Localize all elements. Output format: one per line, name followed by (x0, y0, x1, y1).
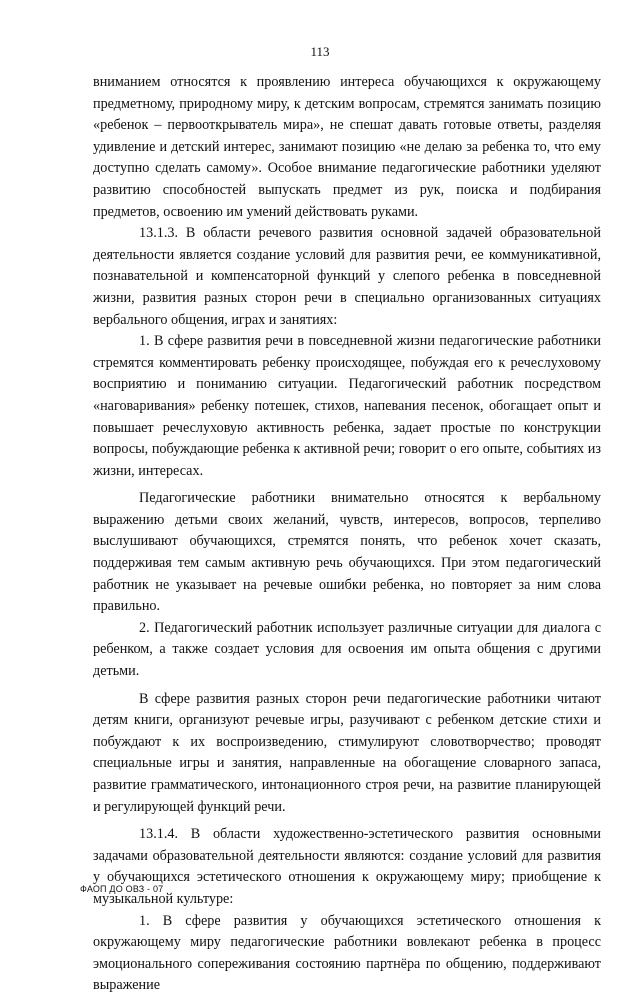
paragraph-section-13-1-3: 13.1.3. В области речевого развития основной задачей образовательной деятельности является создание условий для развития речи, ее коммуникативной, познавательной и компенсаторной функций у слепого ребенка в повседневной жизни, развития разных сторон речи в специально организованных ситуациях вербального общения, играх и занятиях: (93, 225, 601, 328)
paragraph-speech-aspects: В сфере развития разных сторон речи педагогические работники читают детям книги, организуют речевые игры, разучивают с ребенком детские стихи и побуждают к их воспроизведению, стимулируют словотворчество; проводят специальные игры и занятия, направленные на обогащение словарного запаса, развитие грамматического, интонационного строя речи, на развитие планирующей и регулирующей функций речи. (93, 690, 601, 815)
paragraph-verbal-expression: Педагогические работники внимательно относятся к вербальному выражению детьми своих желаний, чувств, интересов, вопросов, терпеливо выслушивают обучающихся, стремятся понять, что ребенок хочет сказать, поддерживая тем самым активную речь обучающихся. При этом педагогический работник не указывает на речевые ошибки ребенка, но повторяет за ним слова правильно. (93, 490, 601, 615)
document-footer: ФАОП ДО ОВЗ - 07 (80, 884, 164, 894)
page-number: 113 (310, 44, 330, 59)
paragraph-item-1-aesthetic: 1. В сфере развития у обучающихся эстетического отношения к окружающему миру педагогические работники вовлекают ребенка в процесс эмоционального сопереживания состоянию партнёра по общению, поддерживают выражение (93, 912, 601, 994)
page-body (93, 72, 601, 997)
paragraph-item-2-dialogue: 2. Педагогический работник использует различные ситуации для диалога с ребенком, а также создает условия для освоения им опыта общения с другими детьми. (93, 619, 601, 680)
paragraph-item-1-everyday-speech: 1. В сфере развития речи в повседневной жизни педагогические работники стремятся комментировать ребенку происходящее, побуждая его к речеслуховому восприятию и пониманию ситуации. Педагогический работник посредством «наговаривания» ребенку потешек, стихов, напевания песенок, обогащает опыт и повышает речеслуховую активность ребенка, задает простые по конструкции вопросы, побуждающие ребенка к активной речи; говорит о его опыте, событиях из жизни, интересах. (93, 333, 601, 479)
paragraph-section-13-1-4: 13.1.4. В области художественно-эстетического развития основными задачами образовательной деятельности являются: создание условий для развития у обучающихся эстетического отношения к окружающему миру; приобщение к музыкальной культуре: (93, 826, 601, 907)
paragraph-continuation: вниманием относятся к проявлению интереса обучающихся к окружающему предметному, природному миру, к детским вопросам, стремятся занимать позицию «ребенок – первооткрыватель мира», не спешат давать готовые ответы, разделяя удивление и детский интерес, занимают позицию «не делаю за ребенка то, что ему доступно сделать самому». Особое внимание педагогические работники уделяют развитию способностей выпускать предмет из рук, поиска и подбирания предметов, освоению им умений действовать руками. (93, 74, 601, 220)
